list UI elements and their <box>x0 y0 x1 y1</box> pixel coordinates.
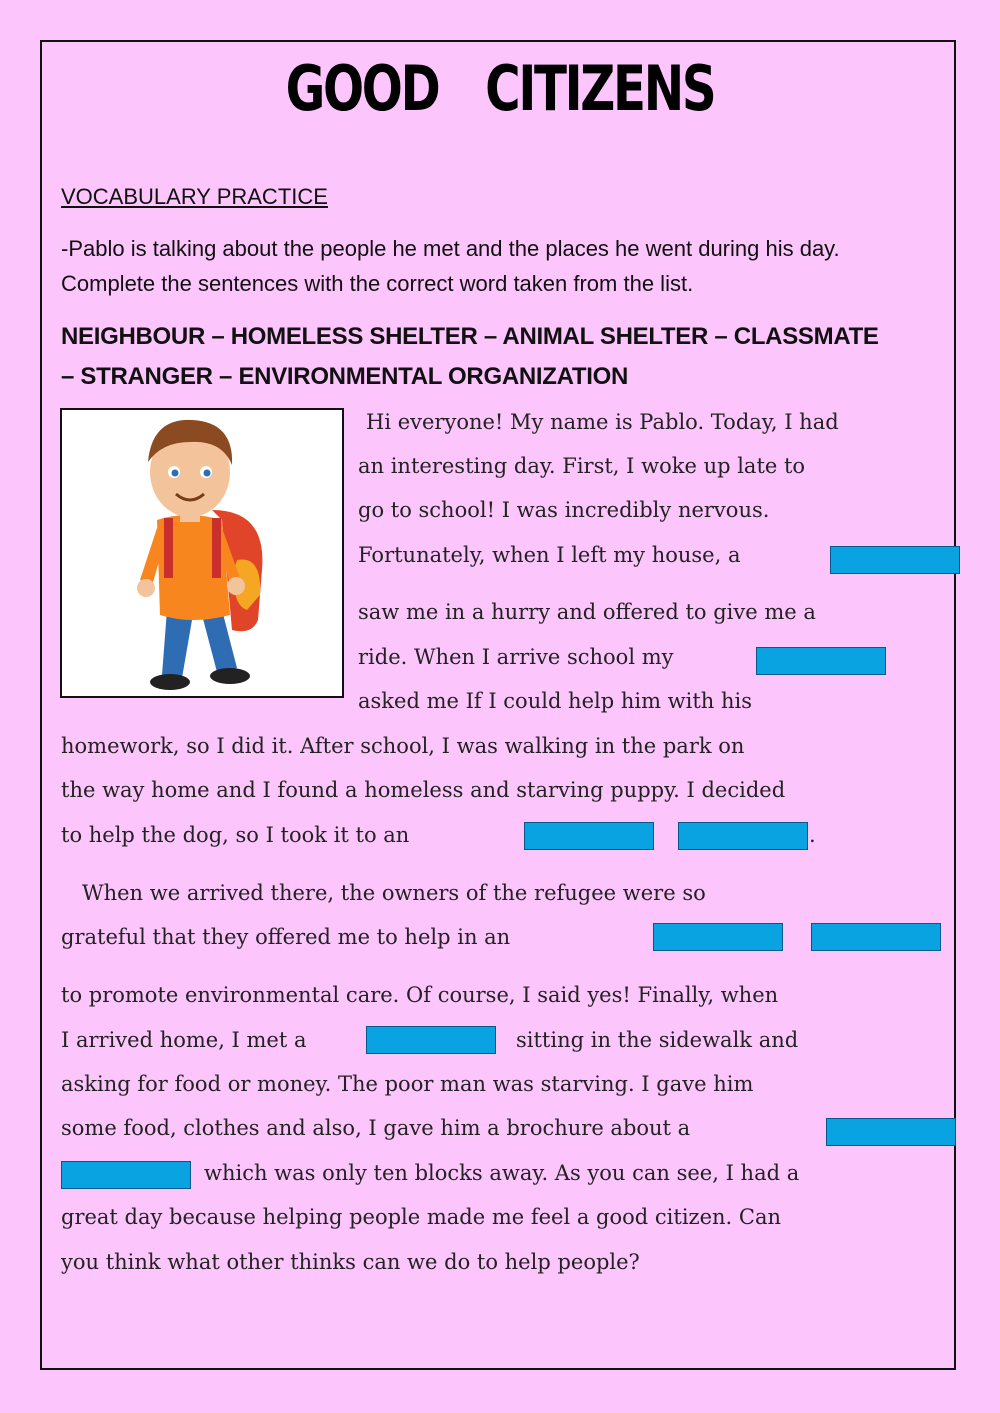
story-line-12: grateful that they offered me to help in an <box>61 925 511 949</box>
story-line-18: great day because helping people made me feel a good citizen. Can <box>61 1205 782 1229</box>
story-line-7: asked me If I could help him with his <box>358 689 753 713</box>
story-line-19: you think what other thinks can we do to help people? <box>61 1250 640 1274</box>
answer-blank-homeless[interactable] <box>826 1118 956 1146</box>
story-line-9: the way home and I found a homeless and starving puppy. I decided <box>61 778 786 802</box>
story-line-3: go to school! I was incredibly nervous. <box>358 498 770 522</box>
story-line-10-end: . <box>809 823 816 847</box>
story-line-14b: sitting in the sidewalk and <box>516 1028 799 1052</box>
answer-blank-animal[interactable] <box>524 822 654 850</box>
answer-blank-shelter-1[interactable] <box>678 822 808 850</box>
answer-blank-neighbour[interactable] <box>830 546 960 574</box>
title-word-citizens: CITIZENS <box>485 52 715 125</box>
word-list-line-1: NEIGHBOUR – HOMELESS SHELTER – ANIMAL SHELTER – CLASSMATE <box>61 323 879 350</box>
word-list <box>61 317 951 397</box>
story-line-15: asking for food or money. The poor man was starving. I gave him <box>61 1072 754 1096</box>
story-line-2: an interesting day. First, I woke up late to <box>358 454 806 478</box>
answer-blank-organization[interactable] <box>811 923 941 951</box>
answer-blank-classmate[interactable] <box>756 647 886 675</box>
story-line-8: homework, so I did it. After school, I was walking in the park on <box>61 734 745 758</box>
story-line-16: some food, clothes and also, I gave him a brochure about a <box>61 1116 691 1140</box>
title-word-good: GOOD <box>285 52 439 125</box>
instructions-line-1: -Pablo is talking about the people he met and the places he went during his day. <box>61 236 840 261</box>
story-line-5: saw me in a hurry and offered to give me a <box>358 600 816 624</box>
story-line-13: to promote environmental care. Of course, I said yes! Finally, when <box>61 983 779 1007</box>
instructions <box>61 231 951 301</box>
story-line-10: to help the dog, so I took it to an <box>61 823 410 847</box>
answer-blank-environmental[interactable] <box>653 923 783 951</box>
section-label: VOCABULARY PRACTICE <box>61 184 328 209</box>
boy-with-backpack-icon <box>62 410 342 696</box>
story-line-1: Hi everyone! My name is Pablo. Today, I had <box>366 410 839 434</box>
story-line-4: Fortunately, when I left my house, a <box>358 543 741 567</box>
story-line-14a: I arrived home, I met a <box>61 1028 307 1052</box>
story-line-6: ride. When I arrive school my <box>358 645 674 669</box>
story-line-11: When we arrived there, the owners of the refugee were so <box>82 881 706 905</box>
word-list-line-2: – STRANGER – ENVIRONMENTAL ORGANIZATION <box>61 363 628 390</box>
page-title <box>110 52 890 125</box>
instructions-line-2: Complete the sentences with the correct word taken from the list. <box>61 271 694 296</box>
story-line-17: which was only ten blocks away. As you can see, I had a <box>204 1161 800 1185</box>
answer-blank-shelter-2[interactable] <box>61 1161 191 1189</box>
answer-blank-stranger[interactable] <box>366 1026 496 1054</box>
boy-illustration <box>60 408 344 698</box>
